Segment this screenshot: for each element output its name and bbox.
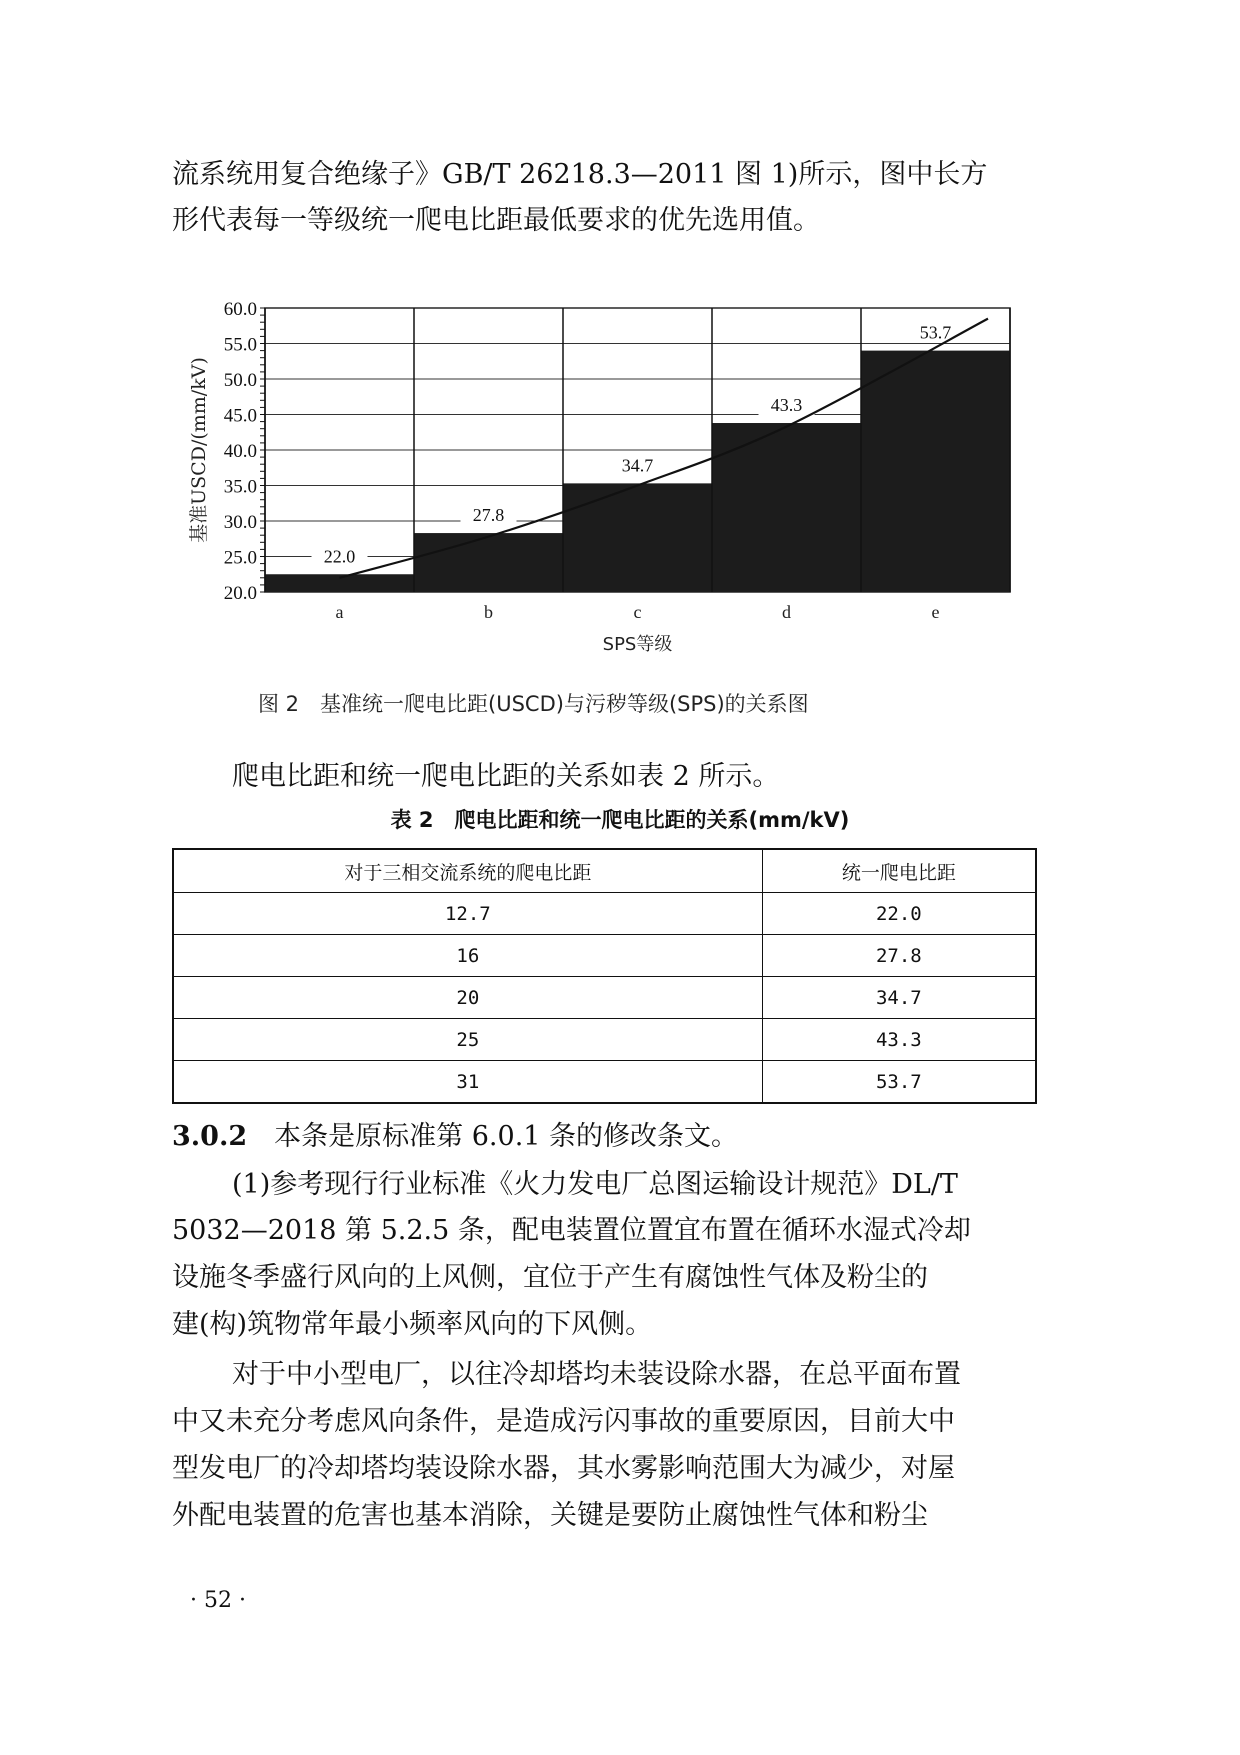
data-label: 43.3 — [770, 395, 803, 416]
section-text: 本条是原标准第 6.0.1 条的修改条文。 — [274, 1121, 739, 1152]
intro-line-1: 流系统用复合绝缘子》GB/T 26218.3—2011 图 1)所示，图中长方 — [172, 159, 988, 190]
y-tick-label: 60.0 — [223, 300, 257, 320]
section-heading — [172, 1112, 1052, 1161]
x-axis-label: SPS等级 — [602, 634, 673, 655]
table-cell: 16 — [173, 935, 762, 977]
p2-line-4: 外配电装置的危害也基本消除，关键是要防止腐蚀性气体和粉尘 — [172, 1500, 928, 1531]
p2-line-1: 对于中小型电厂，以往冷却塔均未装设除水器，在总平面布置 — [232, 1359, 961, 1390]
p1-line-4: 建(构)筑物常年最小频率风向的下风侧。 — [172, 1309, 653, 1340]
x-tick-label: b — [484, 602, 493, 622]
table-row — [173, 893, 1036, 935]
y-tick-label: 35.0 — [223, 476, 257, 498]
y-tick-label: 20.0 — [223, 583, 257, 604]
table-header-row — [173, 849, 1036, 893]
table-cell: 12.7 — [173, 893, 762, 935]
data-label: 22.0 — [323, 546, 356, 567]
table-header-cell: 统一爬电比距 — [762, 849, 1036, 893]
y-tick-label: 50.0 — [223, 370, 257, 391]
table-cell: 53.7 — [762, 1061, 1036, 1104]
figure-caption: 图 2 基准统一爬电比距(USCD)与污秽等级(SPS)的关系图 — [258, 692, 809, 716]
chart-svg — [185, 300, 1045, 680]
page-number: · 52 · — [190, 1588, 246, 1613]
table-row — [173, 1061, 1036, 1104]
x-tick-label: d — [782, 602, 791, 622]
data-label: 53.7 — [919, 322, 952, 343]
table-cell: 31 — [173, 1061, 762, 1104]
p1-line-1: (1)参考现行行业标准《火力发电厂总图运输设计规范》DL/T — [232, 1169, 958, 1200]
table-cell: 25 — [173, 1019, 762, 1061]
table-cell: 34.7 — [762, 977, 1036, 1019]
y-tick-label: 55.0 — [223, 334, 257, 356]
table-row — [173, 1019, 1036, 1061]
p1-line-2: 5032—2018 第 5.2.5 条，配电装置位置宜布置在循环水湿式冷却 — [172, 1215, 971, 1246]
section-number: 3.0.2 — [172, 1121, 248, 1152]
y-tick-label: 40.0 — [223, 441, 257, 462]
table-header-cell: 对于三相交流系统的爬电比距 — [173, 849, 762, 893]
table-row — [173, 977, 1036, 1019]
y-tick-label: 45.0 — [223, 405, 257, 427]
table-row — [173, 935, 1036, 977]
before-table-text: 爬电比距和统一爬电比距的关系如表 2 所示。 — [232, 761, 780, 792]
table-cell: 27.8 — [762, 935, 1036, 977]
x-tick-label: e — [931, 602, 940, 622]
y-axis-label: 基准USCD/(mm/kV) — [188, 357, 210, 543]
data-label: 34.7 — [621, 455, 654, 476]
y-tick-label: 25.0 — [223, 547, 257, 569]
bar — [563, 483, 712, 592]
table-cell: 22.0 — [762, 893, 1036, 935]
intro-line-2: 形代表每一等级统一爬电比距最低要求的优先选用值。 — [172, 205, 820, 236]
table-cell: 20 — [173, 977, 762, 1019]
data-label: 27.8 — [472, 505, 505, 526]
p2-line-3: 型发电厂的冷却塔均装设除水器，其水雾影响范围大为减少，对屋 — [172, 1453, 955, 1484]
p1-line-3: 设施冬季盛行风向的上风侧，宜位于产生有腐蚀性气体及粉尘的 — [172, 1262, 928, 1293]
table-cell: 43.3 — [762, 1019, 1036, 1061]
p2-line-2: 中又未充分考虑风向条件，是造成污闪事故的重要原因，目前大中 — [172, 1406, 955, 1437]
uscd-sps-chart — [185, 300, 1045, 680]
bar — [414, 533, 563, 592]
bar — [712, 423, 861, 592]
relation-table — [172, 848, 1037, 1104]
y-tick-label: 30.0 — [223, 512, 257, 533]
bar — [861, 351, 1010, 592]
table-title: 表 2 爬电比距和统一爬电比距的关系(mm/kV) — [390, 808, 850, 832]
x-tick-label: c — [633, 602, 642, 622]
x-tick-label: a — [335, 602, 344, 622]
